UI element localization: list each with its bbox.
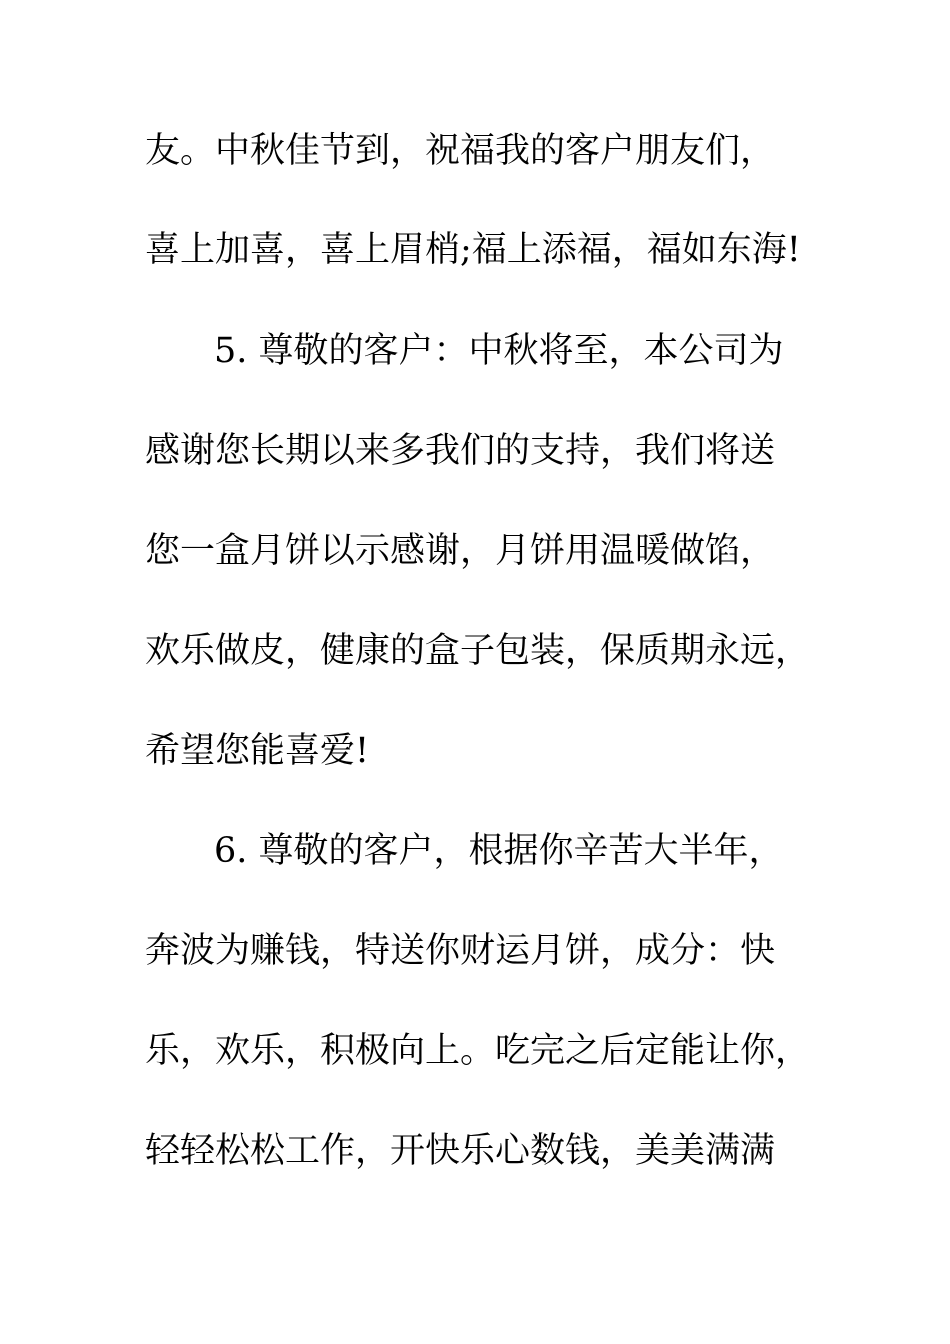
text-line: 乐，欢乐，积极向上。吃完之后定能让你， [145,1031,811,1071]
text-line: 轻轻松松工作，开快乐心数钱，美美满满 [145,1131,776,1171]
list-item-6-start: 6. 尊敬的客户，根据你辛苦大半年， [214,831,784,871]
text-line: 奔波为赚钱，特送你财运月饼，成分：快 [145,931,776,971]
text-line: 友。中秋佳节到，祝福我的客户朋友们， [145,131,776,171]
text-line: 希望您能喜爱! [145,731,370,771]
text-line: 您一盒月饼以示感谢，月饼用温暖做馅， [145,531,776,571]
text-line: 感谢您长期以来多我们的支持，我们将送 [145,431,776,471]
text-line: 喜上加喜，喜上眉梢;福上添福，福如东海! [145,230,801,270]
text-line: 欢乐做皮，健康的盒子包装，保质期永远， [145,631,811,671]
list-item-5-start: 5. 尊敬的客户：中秋将至，本公司为 [214,331,784,371]
